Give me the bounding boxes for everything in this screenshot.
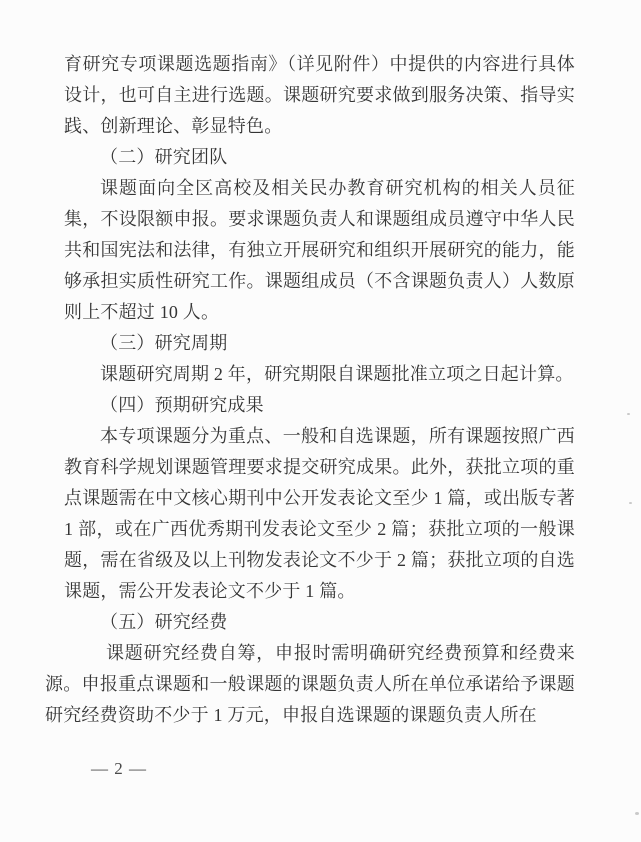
section-heading-research-team: （二）研究团队 [100, 147, 228, 167]
scan-speck [627, 413, 630, 415]
paragraph-research-team: 课题面向全区高校及相关民办教育研究机构的相关人员征集，不设限额申报。要求课题负责人和课题组成员遵守中华人民共和国宪法和法律，有独立开展研究和组织开展研究的能力，能够承担实质性研究工作。课题组成员（不含课题负责人）人数原则上不超过 10 人。 [64, 178, 575, 322]
paragraph-research-period: 课题研究周期 2 年，研究期限自课题批准立项之日起计算。 [100, 364, 574, 384]
paragraph-continuation: 育研究专项课题选题指南》（详见附件）中提供的内容进行具体设计，也可自主进行选题。课题研究要求做到服务决策、指导实践、创新理论、彰显特色。 [64, 54, 575, 136]
page-number: — 2 — [91, 759, 147, 778]
paragraph-research-funding: 课题研究经费自筹，申报时需明确研究经费预算和经费来源。申报重点课题和一般课题的课题负责人所在单位承诺给予课题研究经费资助不少于 1 万元，申报自选课题的课题负责人所在 [45, 643, 575, 725]
scan-speck [635, 812, 639, 815]
section-heading-expected-outcomes: （四）预期研究成果 [100, 395, 264, 415]
section-heading-research-funding: （五）研究经费 [100, 612, 228, 632]
scan-speck [629, 502, 632, 504]
document-body [45, 49, 575, 731]
section-heading-research-period: （三）研究周期 [100, 333, 228, 353]
paragraph-expected-outcomes: 本专项课题分为重点、一般和自选课题，所有课题按照广西教育科学规划课题管理要求提交研究成果。此外，获批立项的重点课题需在中文核心期刊中公开发表论文至少 1 篇，或出版专著 1 部，或在广西优秀期刊发表论文至少 2 篇；获批立项的一般课题，需在省级及以上刊物发表论文不少于 2 篇；获批立项的自选课题，需公开发表论文不少于 1 篇。 [64, 426, 575, 601]
